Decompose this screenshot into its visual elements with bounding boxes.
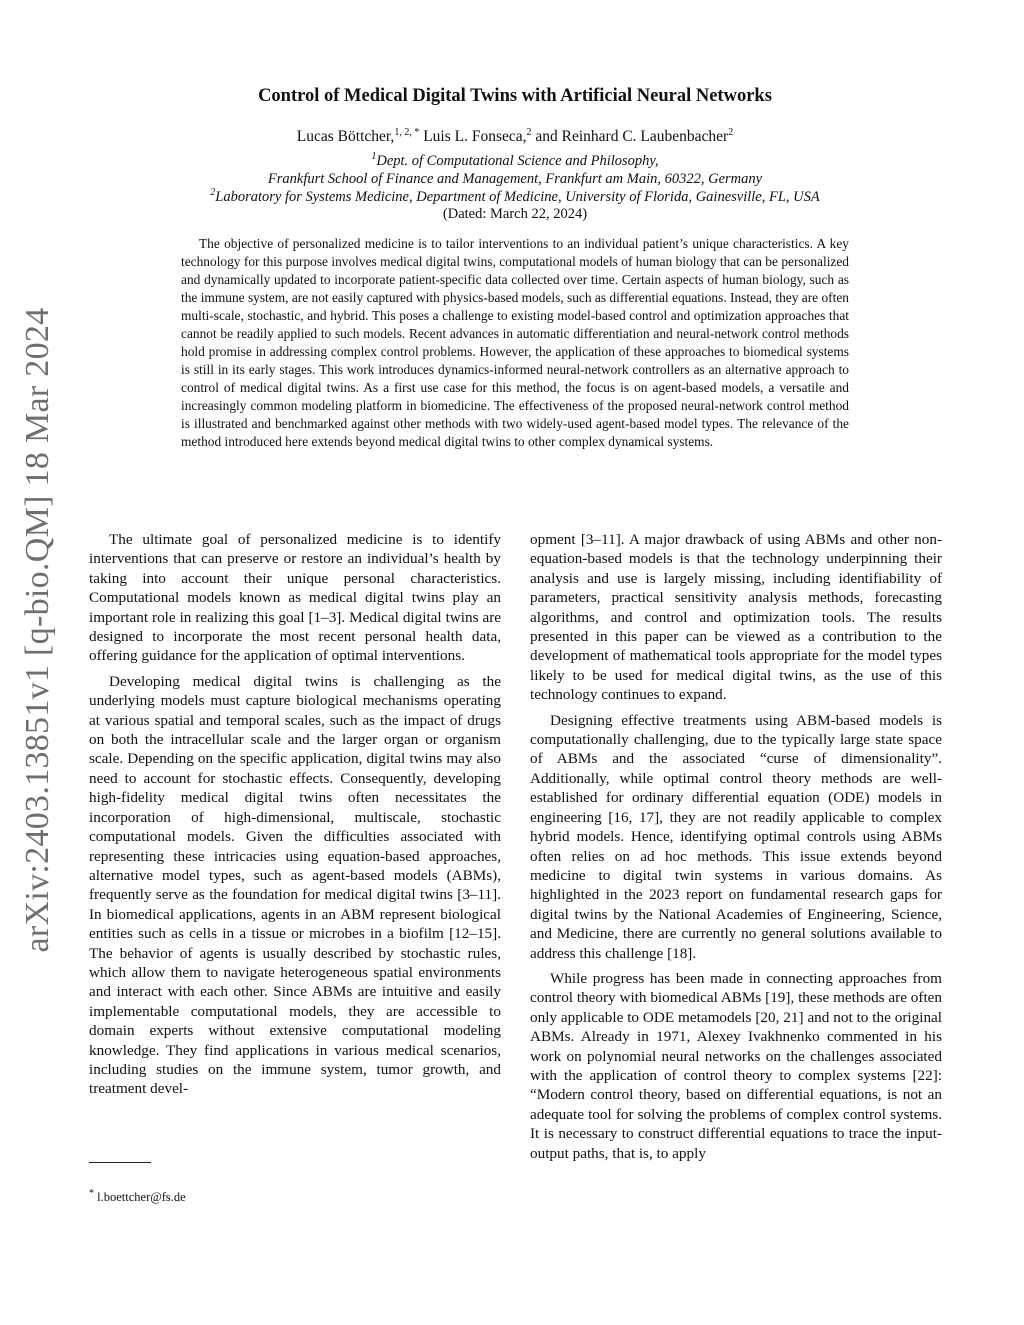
date-line: (Dated: March 22, 2024): [442, 206, 588, 222]
author-fonseca-affil: 2: [526, 126, 532, 138]
author-boettcher-affil: 1, 2, *: [394, 126, 420, 138]
affiliation-1-mark: 1: [371, 151, 377, 163]
paragraph: The ultimate goal of personalized medicine is to identify interventions that can preserve or restore an individual’s health by taking into account their unique personal characteristics. Computational models known as medical digital twins play an important role in realizing this goal [1–3]. Medical digital twins are designed to incorporate the most recent personal health data, offering guidance for the application of optimal interventions.: [89, 531, 501, 665]
author-fonseca: Luis L. Fonseca,: [423, 128, 527, 145]
affiliation-2-line1: Laboratory for Systems Medicine, Department of Medicine, University of Florida, Gainesville, FL, USA: [215, 189, 820, 205]
author-laubenbacher-affil: 2: [728, 126, 734, 138]
author-list: [120, 128, 910, 146]
footnote-mark: *: [89, 1187, 94, 1199]
affiliation-2-mark: 2: [210, 187, 216, 199]
paragraph: Designing effective treatments using ABM-based models is computationally challenging, due to the typically large state space of ABMs and the associated “curse of dimensionality”. Additionally, while optimal control theory methods are well-established for ordinary differential equation (ODE) models in engineering [16, 17], they are not readily applicable to complex hybrid models. Hence, identifying optimal controls using ABMs often relies on ad hoc methods. This issue extends beyond medicine to digital twin systems in various domains. As highlighted in the 2023 report on fundamental research gaps for digital twins by the National Academies of Engineering, Science, and Medicine, there are currently no general solutions available to address this challenge [18].: [530, 711, 942, 962]
author-boettcher: Lucas Böttcher,: [296, 128, 395, 145]
abstract: The objective of personalized medicine is to tailor interventions to an individual patient’s unique characteristics. A key technology for this purpose involves medical digital twins, computational models of human biology that can be personalized and dynamically updated to incorporate patient-specific data collected over time. Certain aspects of human biology, such as the immune system, are not easily captured with physics-based models, such as differential equations. Instead, they are often multi-scale, stochastic, and hybrid. This poses a challenge to existing model-based control and optimization approaches that cannot be readily applied to such models. Recent advances in automatic differentiation and neural-network control methods hold promise in addressing complex control problems. However, the application of these approaches to biomedical systems is still in its early stages. This work introduces dynamics-informed neural-network controllers as an alternative approach to control of medical digital twins. As a first use case for this method, the focus is on agent-based models, a versatile and increasingly common modeling platform in biomedicine. The effectiveness of the proposed neural-network control method is illustrated and benchmarked against other methods with two widely-used agent-based model types. The relevance of the method introduced here extends beyond medical digital twins to other complex dynamical systems.: [181, 236, 849, 449]
affiliation-1-line2: Frankfurt School of Finance and Management, Frankfurt am Main, 60322, Germany: [267, 171, 763, 187]
affiliation-1: [120, 152, 910, 188]
affiliation-1-line1: Dept. of Computational Science and Philosophy,: [376, 153, 659, 169]
author-laubenbacher: and Reinhard C. Laubenbacher: [535, 128, 729, 145]
affiliation-2: [120, 188, 910, 206]
paragraph: opment [3–11]. A major drawback of using ABMs and other non-equation-based models is that the technology underpinning their analysis and use is largely missing, including identifiability of parameters, practical sensitivity analysis methods, forecasting algorithms, and control and optimization tools. The results presented in this paper can be viewed as a contribution to the development of mathematical tools appropriate for the model types likely to be used for medical digital twins, as the use of this technology continues to expand.: [530, 531, 942, 704]
footnote-email[interactable]: l.boettcher@fs.de: [97, 1190, 186, 1204]
paragraph: Developing medical digital twins is challenging as the underlying models must capture biological mechanisms operating at various spatial and temporal scales, such as the impact of drugs on both the intracellular scale and the larger organ or organism scale. Depending on the specific application, digital twins may also need to account for stochastic effects. Consequently, developing high-fidelity medical digital twins often necessitates the incorporation of high-dimensional, multiscale, stochastic computational models. Given the difficulties associated with representing these intricacies using equation-based approaches, alternative model types, such as agent-based models (ABMs), frequently serve as the foundation for medical digital twins [3–11]. In biomedical applications, agents in an ABM represent biological entities such as cells in a tissue or microbes in a biofilm [12–15]. The behavior of agents is usually described by stochastic rules, which allow them to navigate heterogeneous spatial environments and interact with each other. Since ABMs are intuitive and easily implementable computational models, they are accessible to domain experts without extensive computational modeling knowledge. They find applications in various medical scenarios, including studies on the immune system, tumor growth, and treatment devel-: [89, 672, 501, 1098]
body-column-right: [530, 530, 942, 1169]
footnote: [89, 1187, 186, 1205]
body-column-left: [89, 530, 501, 1105]
arxiv-identifier: arXiv:2403.13851v1 [q-bio.QM] 18 Mar 2024: [19, 307, 56, 953]
footnote-rule: [89, 1162, 151, 1163]
paper-title: Control of Medical Digital Twins with Artificial Neural Networks: [258, 86, 772, 106]
paragraph: While progress has been made in connecting approaches from control theory with biomedical ABMs [19], these methods are often only applicable to ODE metamodels [20, 21] and not to the original ABMs. Already in 1971, Alexey Ivakhnenko commented in his work on polynomial neural networks on the challenges associated with the application of control theory to complex systems [22]: “Modern control theory, based on differential equations, is not an adequate tool for solving the problems of complex control systems. It is necessary to construct differential equations to trace the input-output paths, that is, to apply: [530, 969, 942, 1162]
